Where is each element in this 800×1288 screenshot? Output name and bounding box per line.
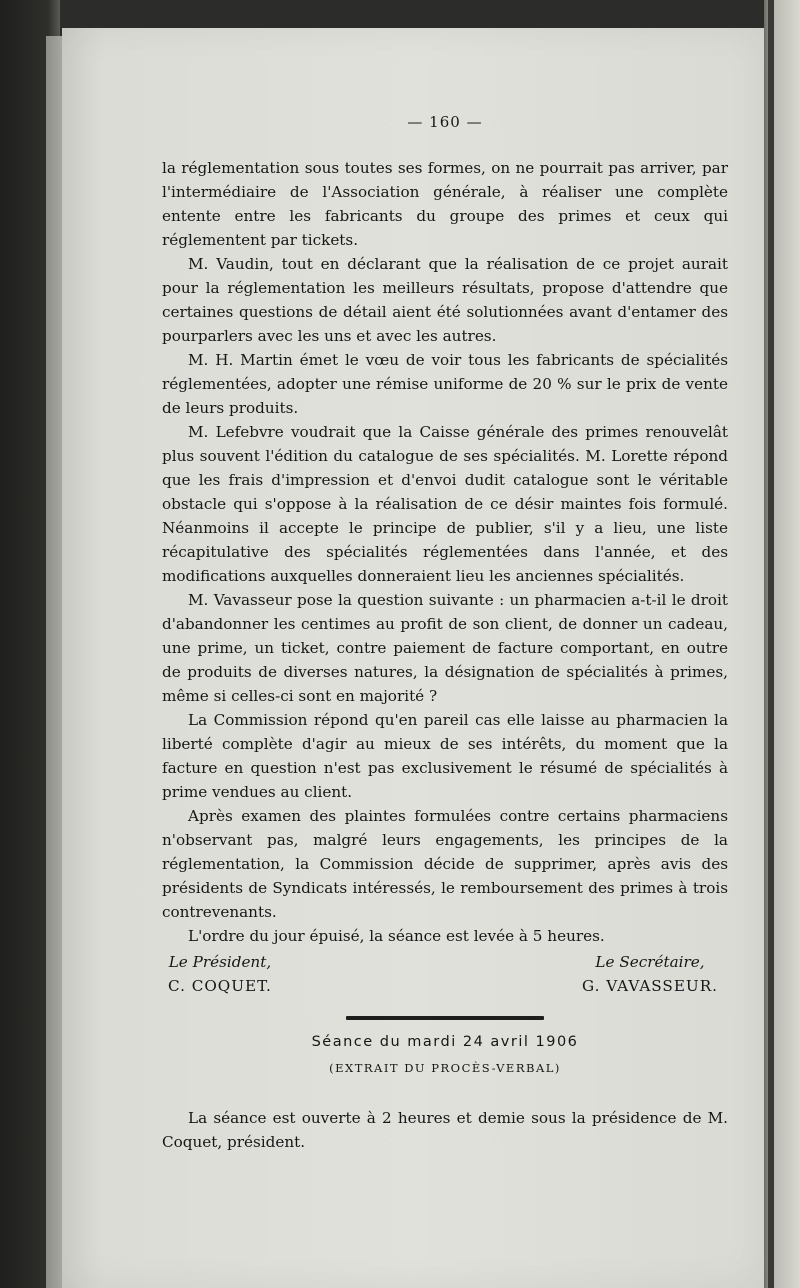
paragraph-vaudin: M. Vaudin, tout en déclarant que la réalisation de ce projet aurait pour la réglementation les meilleurs résultats, propose d'attendre que certaines questions de détail aient été solutionnées avant d'entamer des pourparlers avec les uns et avec les autres. — [162, 255, 728, 345]
section-divider — [346, 1016, 544, 1020]
paragraph-session-opening: La séance est ouverte à 2 heures et demie sous la présidence de M. Coquet, président. — [162, 1109, 728, 1151]
signature-president — [162, 950, 272, 998]
spacer — [162, 1080, 728, 1106]
signature-block — [162, 950, 728, 998]
page-content — [162, 110, 728, 1154]
president-role: Le Président, — [168, 953, 272, 971]
paragraph-lefebvre: M. Lefebvre voudrait que la Caisse générale des primes renouvelât plus souvent l'édition du catalogue de ses spécialités. M. Lorette répond que les frais d'impression et d'envoi dudit catalogue sont le véritable obstacle qui s'oppose à la réalisation de ce désir maintes fois formulé. Néanmoins il accepte le principe de publier, s'il y a lieu, une liste récapitulative des spécialités réglementées dans l'année, et des modifications auxquelles donneraient lieu les anciennes spécialités. — [162, 423, 728, 585]
paragraph-vavasseur: M. Vavasseur pose la question suivante : un pharmacien a-t-il le droit d'abandonner les centimes au profit de son client, de donner un cadeau, une prime, un ticket, contre paiement de facture comportant, en outre de produits de diverses natures, la désignation de spécialités à primes, même si celles-ci sont en majorité ? — [162, 591, 728, 705]
president-name: C. COQUET. — [168, 977, 272, 995]
paragraph-commission-reply: La Commission répond qu'en pareil cas elle laisse au pharmacien la liberté complète d'agir au mieux de ses intérêts, du moment que la facture en question n'est pas exclusivement le résumé de spécialités à prime vendues au client. — [162, 711, 728, 801]
secretary-name: G. VAVASSEUR. — [582, 977, 718, 995]
session-subtitle: (EXTRAIT DU PROCÈS-VERBAL) — [329, 1061, 561, 1075]
session-title: Séance du mardi 24 avril 1906 — [311, 1034, 579, 1050]
paragraph-complaints: Après examen des plaintes formulées contre certains pharmaciens n'observant pas, malgré leurs engagements, les principes de la réglementation, la Commission décide de supprimer, après avis des présidents de Syndicats intéressés, le remboursement des primes à trois contrevenants. — [162, 807, 728, 921]
page-fold-line — [768, 0, 774, 1288]
next-page-edge — [764, 0, 800, 1288]
paragraph-martin: M. H. Martin émet le vœu de voir tous les fabricants de spécialités réglementées, adopter une rémise uniforme de 20 % sur le prix de vente de leurs produits. — [162, 351, 728, 417]
page-number: — 160 — — [407, 113, 483, 131]
paragraph-closing: L'ordre du jour épuisé, la séance est levée à 5 heures. — [188, 927, 605, 945]
paragraph-continuation: la réglementation sous toutes ses formes, on ne pourrait pas arriver, par l'intermédiaire de l'Association générale, à réaliser une complète entente entre les fabricants du groupe des primes et ceux qui réglementent par tickets. — [162, 159, 728, 249]
secretary-role: Le Secrétaire, — [595, 953, 705, 971]
signature-secretary — [582, 950, 728, 998]
